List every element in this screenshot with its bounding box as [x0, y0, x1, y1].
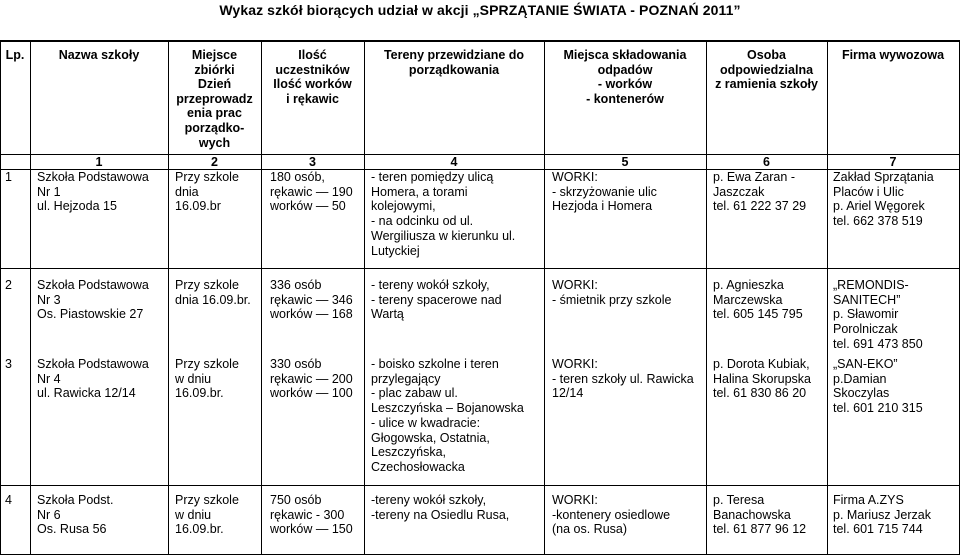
col-border	[544, 41, 545, 555]
row-place: Przy szkole dnia 16.09.br.	[175, 278, 251, 307]
row-border	[0, 40, 960, 42]
row-count: 336 osób rękawic — 346 worków — 168	[270, 278, 353, 322]
column-number: 7	[889, 155, 897, 169]
row-lp: 1	[5, 170, 12, 184]
row-areas: - tereny wokół szkoły, - tereny spacerowe nad Wartą	[371, 278, 502, 322]
header-lp: Lp.	[5, 48, 25, 62]
row-company: „SAN-EKO” p.Damian Skoczylas tel. 601 210 315	[833, 357, 923, 416]
row-storage: WORKI: - skrzyżowanie ulic Hezjoda i Homera	[552, 170, 657, 214]
row-school: Szkoła Podst. Nr 6 Os. Rusa 56	[37, 493, 114, 537]
row-areas: - teren pomiędzy ulicą Homera, a torami kolejowymi, - na odcinku od ul. Wergiliusza w kierunku ul. Lutyckiej	[371, 170, 516, 258]
row-person: p. Teresa Banachowska tel. 61 877 96 12	[713, 493, 807, 537]
header-person: Osoba odpowiedzialna z ramienia szkoły	[715, 48, 818, 92]
column-number: 5	[621, 155, 629, 169]
column-number: 2	[211, 155, 218, 169]
col-border	[261, 41, 262, 555]
row-place: Przy szkole w dniu 16.09.br.	[175, 357, 239, 401]
row-company: „REMONDIS- SANITECH” p. Sławomir Porolniczak tel. 691 473 850	[833, 278, 923, 351]
row-school: Szkoła Podstawowa Nr 1 ul. Hejzoda 15	[37, 170, 149, 214]
row-storage: WORKI: - teren szkoły ul. Rawicka 12/14	[552, 357, 694, 401]
row-lp: 4	[5, 493, 12, 507]
row-storage: WORKI: - śmietnik przy szkole	[552, 278, 672, 307]
header-areas: Tereny przewidziane do porządkowania	[383, 48, 525, 77]
column-number: 4	[450, 155, 458, 169]
row-areas: - boisko szkolne i teren przylegający - plac zabaw ul. Leszczyńska – Bojanowska - ulice w kwadracie: Głogowska, Ostatnia, Leszczyńska, Czechosłowacka	[371, 357, 524, 474]
row-count: 180 osób, rękawic — 190 worków — 50	[270, 170, 353, 214]
header-storage: Miejsca składowania odpadów - worków - kontenerów	[563, 48, 687, 106]
row-lp: 3	[5, 357, 12, 371]
header-company: Firma wywozowa	[841, 48, 945, 62]
row-company: Firma A.ZYS p. Mariusz Jerzak tel. 601 715 744	[833, 493, 931, 537]
column-number: 3	[309, 155, 316, 169]
row-person: p. Ewa Zaran - Jaszczak tel. 61 222 37 29	[713, 170, 807, 214]
col-border	[706, 41, 707, 555]
row-person: p. Agnieszka Marczewska tel. 605 145 795	[713, 278, 803, 322]
row-border	[0, 268, 960, 269]
header-school: Nazwa szkoły	[58, 48, 140, 62]
row-count: 330 osób rękawic — 200 worków — 100	[270, 357, 353, 401]
row-place: Przy szkole dnia 16.09.br	[175, 170, 239, 214]
header-place: Miejsce zbiórki Dzień przeprowadz enia prac porządko- wych	[176, 48, 253, 150]
row-place: Przy szkole w dniu 16.09.br.	[175, 493, 239, 537]
row-lp: 2	[5, 278, 12, 292]
row-border	[0, 485, 960, 486]
row-person: p. Dorota Kubiak, Halina Skorupska tel. 61 830 86 20	[713, 357, 811, 401]
row-count: 750 osób rękawic - 300 worków — 150	[270, 493, 353, 537]
col-border	[364, 41, 365, 555]
row-company: Zakład Sprzątania Placów i Ulic p. Ariel Węgorek tel. 662 378 519	[833, 170, 934, 229]
page-title: Wykaz szkół biorących udział w akcji „SPRZĄTANIE ŚWIATA - POZNAŃ 2011”	[219, 2, 741, 18]
column-number: 6	[763, 155, 770, 169]
col-border	[30, 41, 31, 555]
column-number: 1	[95, 155, 103, 169]
header-count: Ilość uczestników Ilość worków i rękawic	[273, 48, 352, 106]
row-storage: WORKI: -kontenery osiedlowe (na os. Rusa)	[552, 493, 671, 537]
col-border	[0, 41, 1, 555]
row-areas: -tereny wokół szkoły, -tereny na Osiedlu Rusa,	[371, 493, 510, 522]
row-school: Szkoła Podstawowa Nr 3 Os. Piastowskie 27	[37, 278, 149, 322]
row-school: Szkoła Podstawowa Nr 4 ul. Rawicka 12/14	[37, 357, 149, 401]
col-border	[827, 41, 828, 555]
